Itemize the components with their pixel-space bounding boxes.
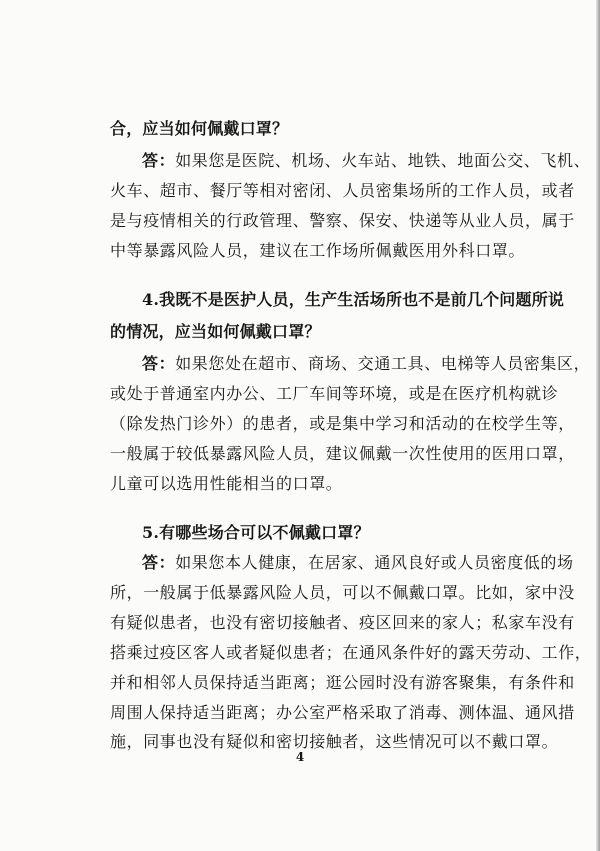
question-4-line [0, 289, 600, 311]
answer-5-line [0, 702, 600, 724]
page-number: 4 [295, 750, 305, 764]
line-text: （除发热门诊外）的患者，或是集中学习和活动的在校学生等， [110, 414, 575, 433]
answer-label: 答： [142, 151, 176, 170]
line-text: 是与疫情相关的行政管理、警察、保安、快递等从业人员，属于 [110, 211, 575, 230]
answer-5-line [0, 582, 600, 604]
line-text: 所，一般属于低暴露风险人员，可以不佩戴口罩。比如，家中没 [110, 583, 575, 602]
scan-edge-shadow [596, 0, 600, 851]
line-text: 并和相邻人员保持适当距离；逛公园时没有游客聚集，有条件和 [110, 673, 575, 692]
line-text: 中等暴露风险人员，建议在工作场所佩戴医用外科口罩。 [110, 241, 526, 260]
line-text: 如果您是医院、机场、火车站、地铁、地面公交、飞机、 [175, 151, 591, 170]
question-4-line [0, 321, 600, 343]
line-text: 一般属于较低暴露风险人员，建议佩戴一次性使用的医用口罩， [110, 444, 575, 463]
answer-5-line [0, 672, 600, 694]
answer-5-line [0, 612, 600, 634]
answer-4-first-line [0, 353, 600, 375]
line-text: 儿童可以选用性能相当的口罩。 [110, 474, 343, 493]
answer-5-first-line [0, 552, 600, 574]
question-3-tail [0, 118, 600, 140]
question-5-line [0, 522, 600, 544]
answer-label: 答： [142, 354, 176, 373]
line-text: 合，应当如何佩戴口罩？ [110, 119, 289, 138]
answer-label: 答： [142, 553, 176, 572]
line-text: 的情况，应当如何佩戴口罩？ [110, 322, 321, 341]
answer-4-line [0, 473, 600, 495]
line-text: 如果您本人健康，在居家、通风良好或人员密度低的场 [175, 553, 574, 572]
line-text: 如果您处在超市、商场、交通工具、电梯等人员密集区， [175, 354, 591, 373]
line-text: 有疑似患者，也没有密切接触者、疫区回来的家人；私家车没有 [110, 613, 575, 632]
answer-3-line [0, 210, 600, 232]
answer-4-line [0, 383, 600, 405]
answer-3-line [0, 240, 600, 262]
line-text: 施，同事也没有疑似和密切接触者，这些情况可以不戴口罩。 [110, 732, 559, 751]
line-text: 5.有哪些场合可以不佩戴口罩？ [142, 523, 370, 542]
answer-5-line [0, 642, 600, 664]
answer-4-line [0, 413, 600, 435]
answer-4-line [0, 443, 600, 465]
answer-3-line [0, 180, 600, 202]
line-text: 火车、超市、餐厅等相对密闭、人员密集场所的工作人员，或者 [110, 181, 575, 200]
line-text: 或处于普通室内办公、工厂车间等环境，或是在医疗机构就诊 [110, 384, 559, 403]
answer-3-first-line [0, 150, 600, 172]
line-text: 4.我既不是医护人员，生产生活场所也不是前几个问题所说 [142, 290, 565, 309]
line-text: 周围人保持适当距离；办公室严格采取了消毒、测体温、通风措 [110, 703, 575, 722]
line-text: 搭乘过疫区客人或者疑似患者；在通风条件好的露天劳动、工作， [110, 643, 592, 662]
